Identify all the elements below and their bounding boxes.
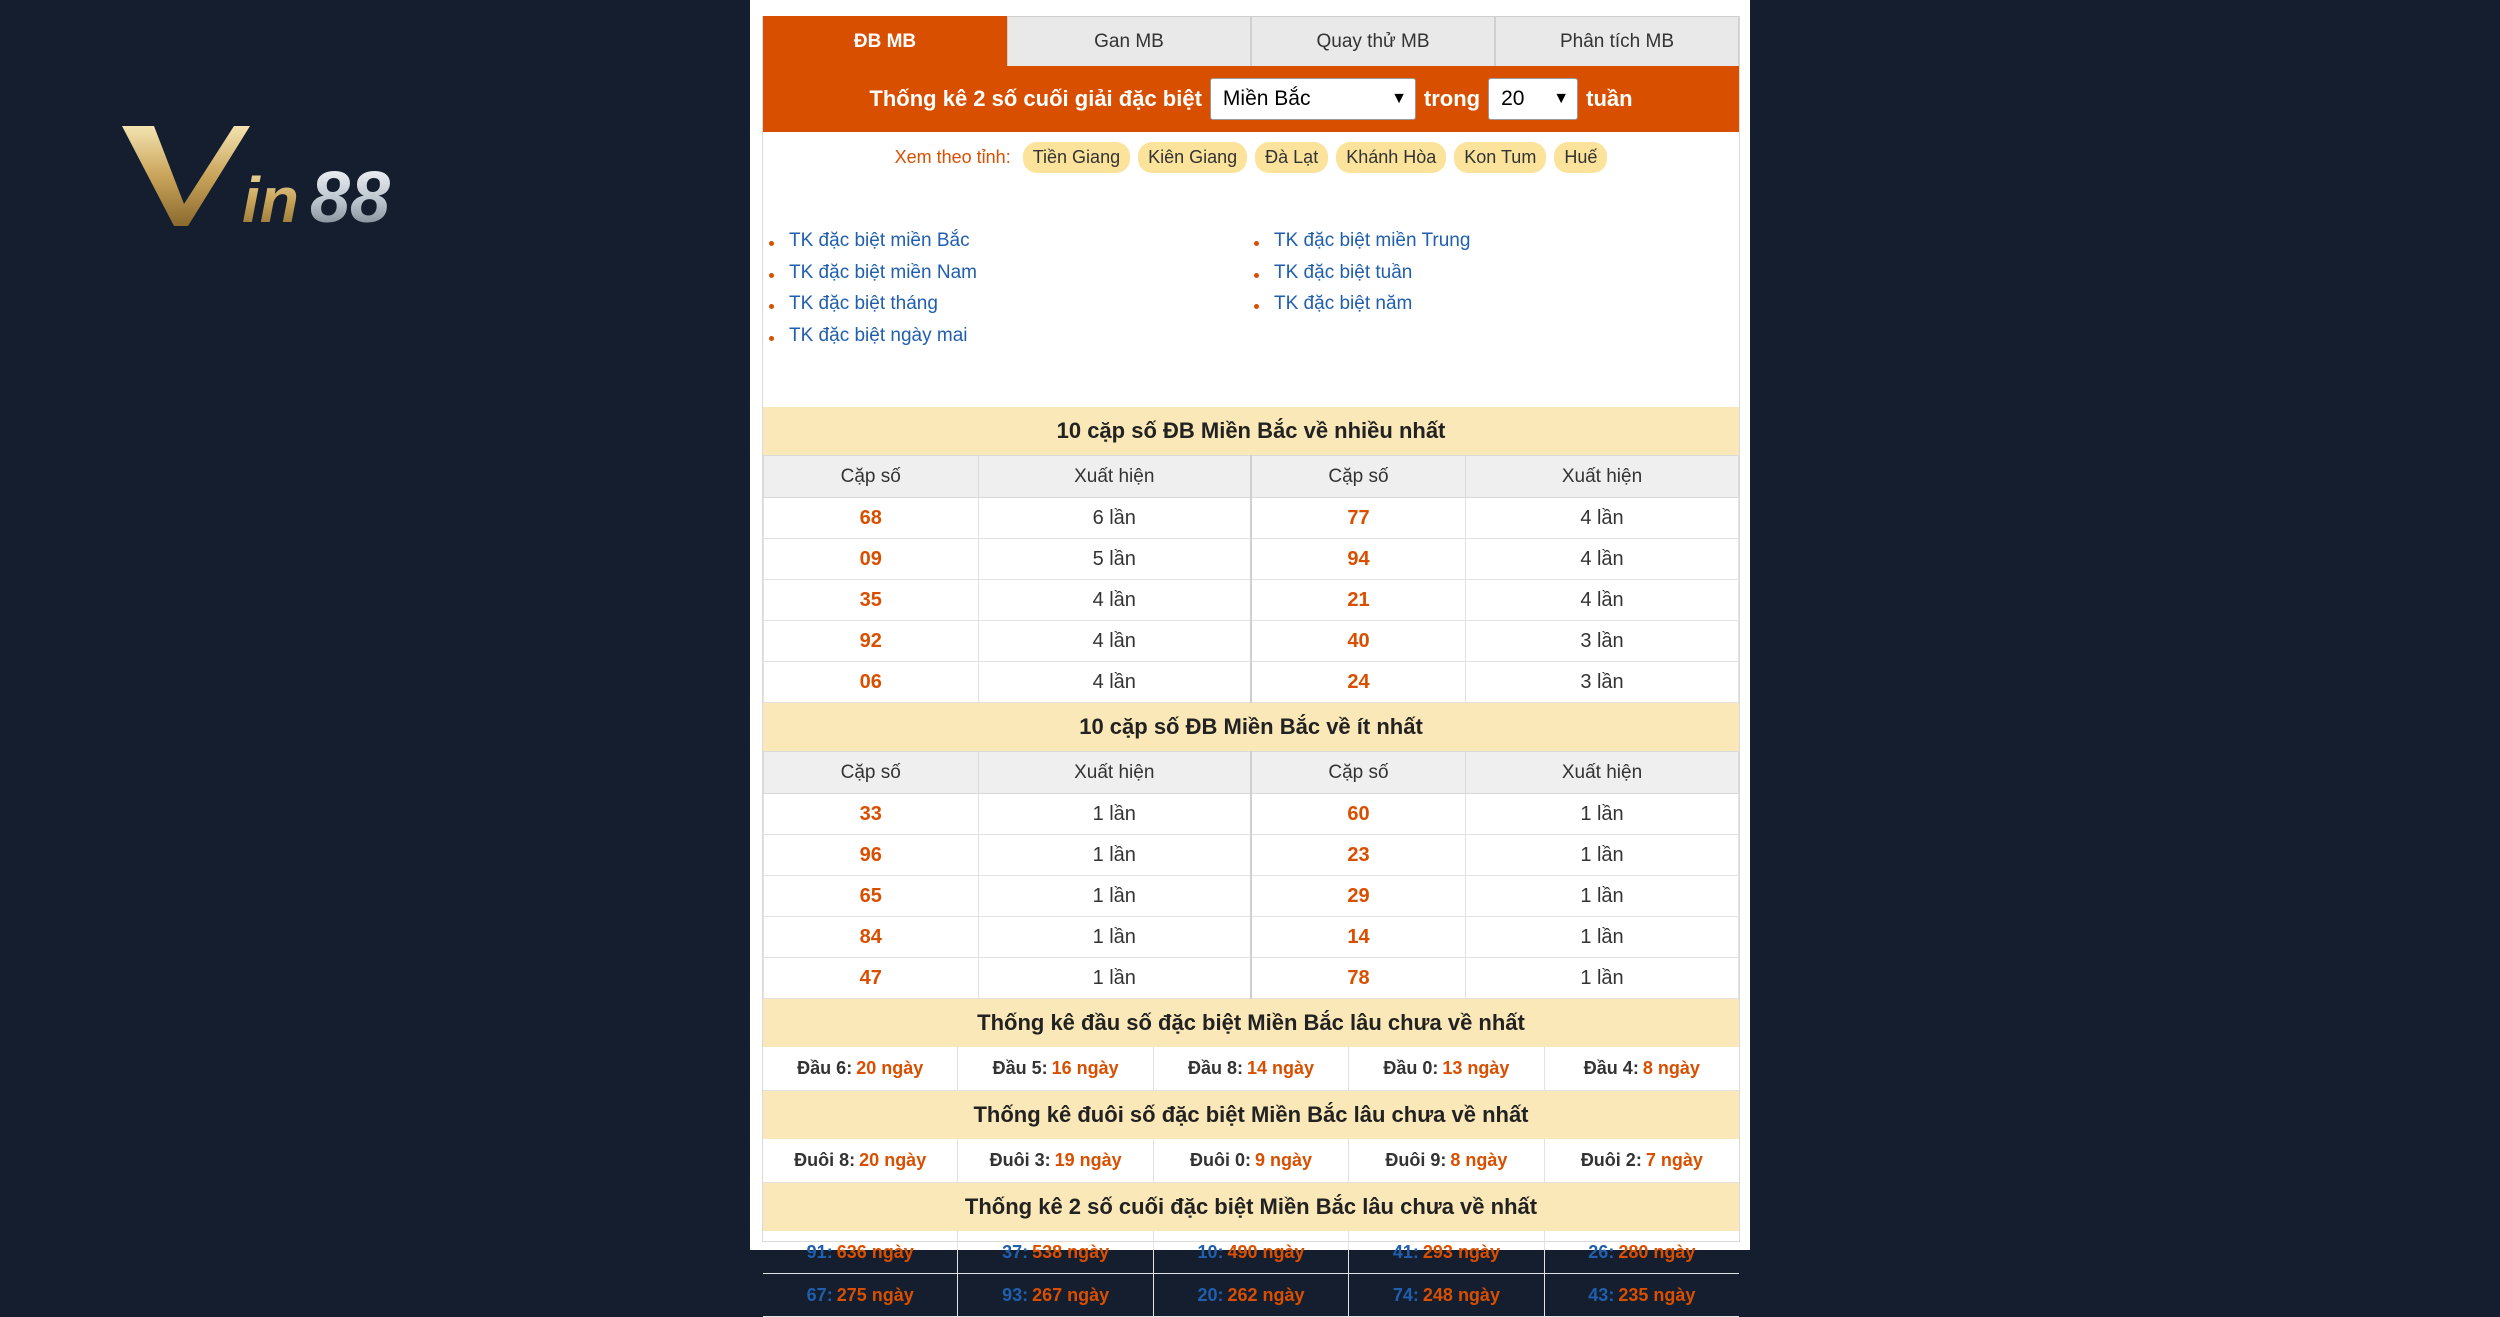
pair-number: 09 xyxy=(764,539,979,580)
pair-absence-title: Thống kê 2 số cuối đặc biệt Miền Bắc lâu chưa về nhất xyxy=(763,1183,1739,1231)
stats-container xyxy=(762,16,1740,1305)
tab-phan-tich-mb[interactable]: Phân tích MB xyxy=(1495,16,1739,66)
table-header-row xyxy=(764,752,1739,794)
pair-absence-item: 20: 262 ngày xyxy=(1154,1274,1349,1317)
province-row xyxy=(763,132,1739,182)
column-header: Xuất hiện xyxy=(978,752,1251,794)
table-row xyxy=(764,539,1739,580)
pair-number: 77 xyxy=(1251,498,1466,539)
stats-panel xyxy=(750,0,1750,1305)
column-header: Cặp số xyxy=(1251,752,1466,794)
province-chip[interactable]: Kon Tum xyxy=(1454,142,1546,173)
head-digit-item: Đầu 4: 8 ngày xyxy=(1545,1047,1739,1091)
appearance-count: 1 lần xyxy=(1466,876,1739,917)
appearance-count: 1 lần xyxy=(978,876,1251,917)
appearance-count: 4 lần xyxy=(978,580,1251,621)
most-frequent-title: 10 cặp số ĐB Miền Bắc về nhiều nhất xyxy=(763,407,1739,455)
pair-absence-item: 91: 636 ngày xyxy=(763,1231,958,1274)
appearance-count: 3 lần xyxy=(1466,662,1739,703)
tab-db-mb[interactable]: ĐB MB xyxy=(763,16,1007,66)
appearance-count: 6 lần xyxy=(978,498,1251,539)
tail-digit-item: Đuôi 8: 20 ngày xyxy=(763,1139,958,1183)
province-chip[interactable]: Khánh Hòa xyxy=(1336,142,1446,173)
appearance-count: 4 lần xyxy=(1466,498,1739,539)
head-digit-item: Đầu 8: 14 ngày xyxy=(1154,1047,1349,1091)
stats-links xyxy=(763,182,1739,407)
vin88-logo xyxy=(122,118,482,238)
weeks-select[interactable] xyxy=(1488,78,1578,120)
region-select[interactable] xyxy=(1210,78,1416,120)
table-row xyxy=(764,580,1739,621)
pair-number: 96 xyxy=(764,835,979,876)
chevron-down-icon: ▼ xyxy=(1391,90,1407,107)
pair-absence-item: 41: 293 ngày xyxy=(1349,1231,1544,1274)
chevron-down-icon: ▼ xyxy=(1553,90,1570,107)
pair-number: 29 xyxy=(1251,876,1466,917)
least-frequent-title: 10 cặp số ĐB Miền Bắc về ít nhất xyxy=(763,703,1739,751)
appearance-count: 4 lần xyxy=(1466,580,1739,621)
svg-text:in: in xyxy=(242,164,299,236)
pair-number: 65 xyxy=(764,876,979,917)
head-digit-item: Đầu 0: 13 ngày xyxy=(1349,1047,1544,1091)
weeks-select-value: 20 xyxy=(1501,87,1525,110)
links-column-1 xyxy=(763,230,977,356)
stats-link[interactable]: TK đặc biệt tháng xyxy=(763,293,977,325)
pair-number: 94 xyxy=(1251,539,1466,580)
filter-prefix: Thống kê 2 số cuối giải đặc biệt xyxy=(869,86,1202,111)
tail-digit-strip xyxy=(763,1139,1739,1183)
head-digit-strip xyxy=(763,1047,1739,1091)
column-header: Cặp số xyxy=(764,752,979,794)
pair-absence-item: 26: 280 ngày xyxy=(1545,1231,1739,1274)
column-header: Xuất hiện xyxy=(1466,456,1739,498)
tail-digit-item: Đuôi 2: 7 ngày xyxy=(1545,1139,1739,1183)
pair-absence-item: 37: 538 ngày xyxy=(958,1231,1153,1274)
svg-text:88: 88 xyxy=(310,158,391,238)
most-frequent-table xyxy=(763,455,1739,703)
stats-link[interactable]: TK đặc biệt miền Trung xyxy=(1248,230,1470,262)
province-chip[interactable]: Huế xyxy=(1554,142,1607,173)
tail-digit-title: Thống kê đuôi số đặc biệt Miền Bắc lâu chưa về nhất xyxy=(763,1091,1739,1139)
pair-absence-strip-1 xyxy=(763,1231,1739,1274)
pair-number: 68 xyxy=(764,498,979,539)
appearance-count: 3 lần xyxy=(1466,621,1739,662)
head-digit-title: Thống kê đầu số đặc biệt Miền Bắc lâu chưa về nhất xyxy=(763,999,1739,1047)
tail-digit-item: Đuôi 9: 8 ngày xyxy=(1349,1139,1544,1183)
pair-number: 21 xyxy=(1251,580,1466,621)
head-digit-item: Đầu 6: 20 ngày xyxy=(763,1047,958,1091)
stats-link[interactable]: TK đặc biệt miền Bắc xyxy=(763,230,977,262)
table-row xyxy=(764,917,1739,958)
table-row xyxy=(764,662,1739,703)
column-header: Xuất hiện xyxy=(978,456,1251,498)
appearance-count: 1 lần xyxy=(1466,794,1739,835)
appearance-count: 5 lần xyxy=(978,539,1251,580)
pair-number: 40 xyxy=(1251,621,1466,662)
table-row xyxy=(764,958,1739,999)
province-chip[interactable]: Đà Lạt xyxy=(1255,142,1328,173)
pair-number: 60 xyxy=(1251,794,1466,835)
table-row xyxy=(764,794,1739,835)
pair-absence-item: 67: 275 ngày xyxy=(763,1274,958,1317)
tail-digit-item: Đuôi 3: 19 ngày xyxy=(958,1139,1153,1183)
appearance-count: 1 lần xyxy=(978,794,1251,835)
table-row xyxy=(764,835,1739,876)
pair-number: 06 xyxy=(764,662,979,703)
table-row xyxy=(764,876,1739,917)
appearance-count: 1 lần xyxy=(1466,835,1739,876)
appearance-count: 1 lần xyxy=(978,958,1251,999)
tab-bar xyxy=(763,16,1739,66)
pair-number: 47 xyxy=(764,958,979,999)
pair-number: 33 xyxy=(764,794,979,835)
pair-absence-item: 43: 235 ngày xyxy=(1545,1274,1739,1317)
province-label: Xem theo tỉnh: xyxy=(894,146,1011,167)
links-column-2 xyxy=(1248,230,1470,325)
appearance-count: 1 lần xyxy=(1466,917,1739,958)
pair-absence-strip-2 xyxy=(763,1274,1739,1317)
pair-number: 14 xyxy=(1251,917,1466,958)
appearance-count: 4 lần xyxy=(978,621,1251,662)
appearance-count: 1 lần xyxy=(1466,958,1739,999)
appearance-count: 4 lần xyxy=(978,662,1251,703)
pair-number: 78 xyxy=(1251,958,1466,999)
column-header: Cặp số xyxy=(1251,456,1466,498)
province-chip[interactable]: Kiên Giang xyxy=(1138,142,1247,173)
pair-number: 23 xyxy=(1251,835,1466,876)
column-header: Cặp số xyxy=(764,456,979,498)
stats-link[interactable]: TK đặc biệt năm xyxy=(1248,293,1470,325)
table-row xyxy=(764,498,1739,539)
stats-link[interactable]: TK đặc biệt miền Nam xyxy=(763,262,977,294)
tab-quay-thu-mb[interactable]: Quay thử MB xyxy=(1251,16,1495,66)
tab-gan-mb[interactable]: Gan MB xyxy=(1007,16,1251,66)
pair-number: 84 xyxy=(764,917,979,958)
least-frequent-table xyxy=(763,751,1739,999)
tail-digit-item: Đuôi 0: 9 ngày xyxy=(1154,1139,1349,1183)
pair-absence-item: 10: 490 ngày xyxy=(1154,1231,1349,1274)
column-header: Xuất hiện xyxy=(1466,752,1739,794)
province-chip[interactable]: Tiền Giang xyxy=(1023,142,1130,173)
appearance-count: 1 lần xyxy=(978,835,1251,876)
appearance-count: 1 lần xyxy=(978,917,1251,958)
region-select-value: Miền Bắc xyxy=(1222,87,1311,110)
stats-link[interactable]: TK đặc biệt ngày mai xyxy=(763,325,977,357)
filter-suffix: tuần xyxy=(1586,86,1633,111)
filter-middle: trong xyxy=(1423,86,1481,111)
pair-number: 35 xyxy=(764,580,979,621)
pair-absence-item: 74: 248 ngày xyxy=(1349,1274,1544,1317)
appearance-count: 4 lần xyxy=(1466,539,1739,580)
pair-absence-item: 93: 267 ngày xyxy=(958,1274,1153,1317)
stats-link[interactable]: TK đặc biệt tuần xyxy=(1248,262,1470,294)
head-digit-item: Đầu 5: 16 ngày xyxy=(958,1047,1153,1091)
pair-number: 24 xyxy=(1251,662,1466,703)
table-header-row xyxy=(764,456,1739,498)
filter-bar xyxy=(763,66,1739,132)
pair-number: 92 xyxy=(764,621,979,662)
table-row xyxy=(764,621,1739,662)
